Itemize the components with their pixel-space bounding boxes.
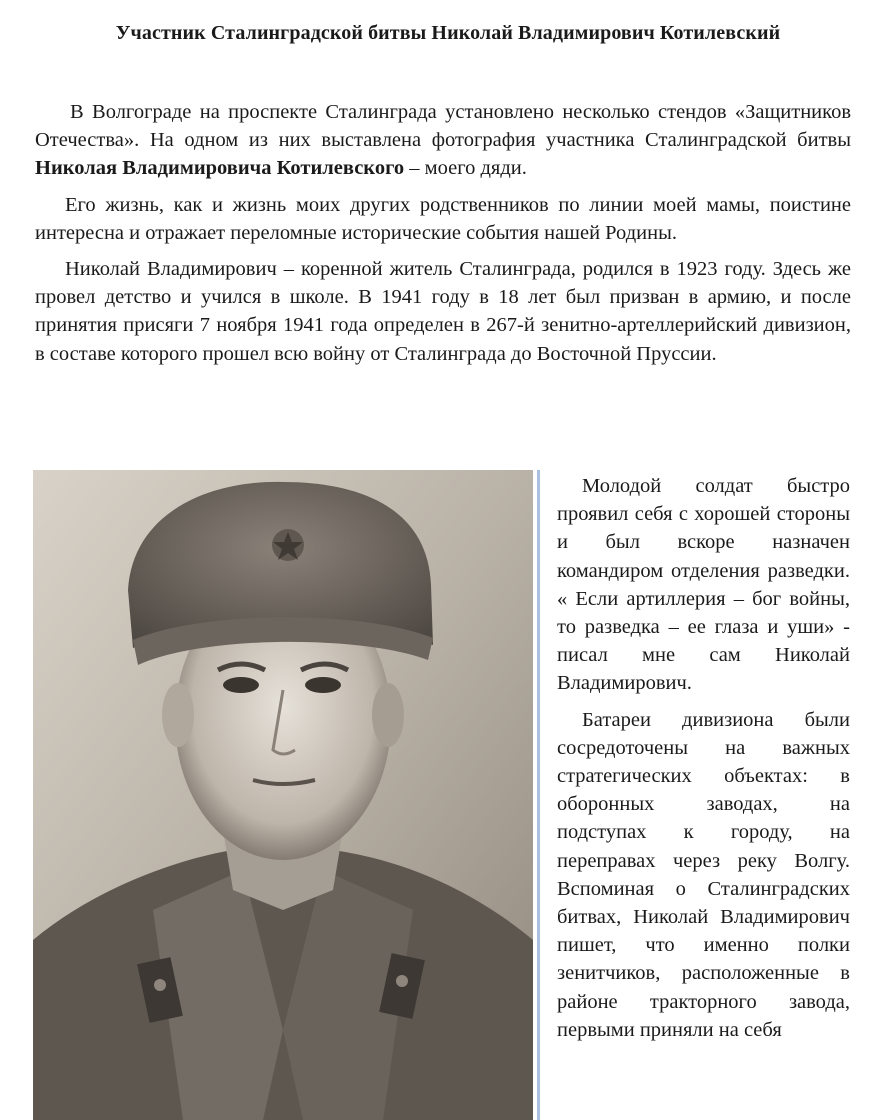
paragraph-1-text: В Волгограде на проспекте Сталинграда установлено несколько стендов «Защитников Отечества». На одном из них выставлена фотография участника Сталинградской битвы [35,101,851,152]
paragraph-3: Николай Владимирович – коренной житель Сталинграда, родился в 1923 году. Здесь же провел детство и учился в школе. В 1941 году в 18 лет был призван в армию, и после принятия присяги 7 ноября 1941 года определен в 267-й зенитно-артеллерийский дивизион, в составе которого прошел всю войну от Сталинграда до Восточной Пруссии. [35,258,851,365]
intro-text [35,98,851,376]
paragraph-1-end: – моего дяди. [404,157,527,180]
side-paragraph-1: Молодой солдат быстро проявил себя с хорошей стороны и был вскоре назначен командиром отделения разведки. « Если артиллерия – бог войны, то разведка – ее глаза и уши» - писал мне сам Николай Владимирович. [557,475,850,695]
side-paragraph-2: Батареи дивизиона были сосредоточены на важных стратегических объектах: в оборонных заводах, на подступах к городу, на переправах через реку Волгу. Вспоминая о Сталинградских битвах, Николай Владимирович пишет, что именно полки зенитчиков, расположенные в районе тракторного завода, первыми приняли на себя [557,708,850,1041]
paragraph-1-bold-name: Николая Владимировича Котилевского [35,157,405,180]
soldier-photo [33,470,533,1120]
photo-edge-line [537,470,540,1120]
side-text [557,472,850,1052]
document-title: Участник Сталинградской битвы Николай Владимирович Котилевский [115,22,781,44]
paragraph-1 [35,98,851,183]
paragraph-2: Его жизнь, как и жизнь моих других родственников по линии моей мамы, поистине интересна и отражает переломные исторические события нашей Родины. [35,193,851,244]
